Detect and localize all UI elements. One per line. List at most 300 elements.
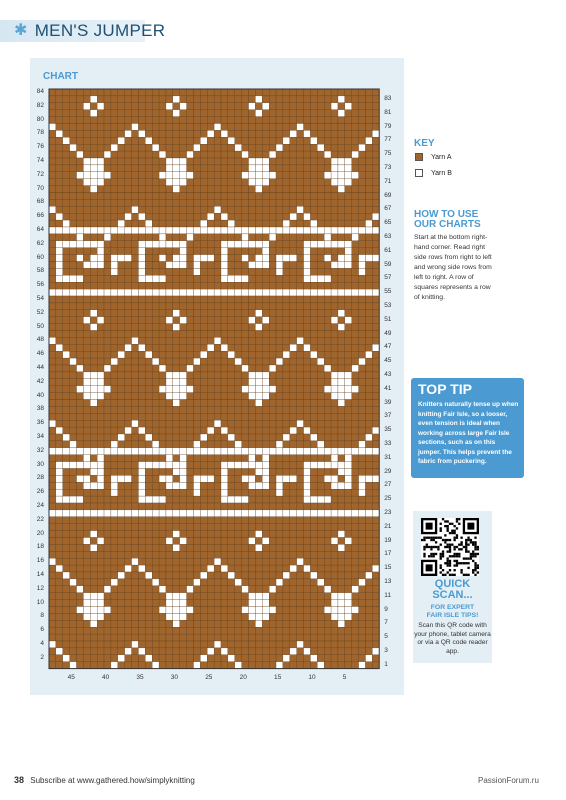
chart-cell <box>290 524 297 531</box>
chart-cell <box>104 151 111 158</box>
chart-cell <box>166 130 173 137</box>
chart-cell <box>276 130 283 137</box>
chart-cell <box>63 503 70 510</box>
chart-cell <box>125 517 132 524</box>
chart-cell <box>262 503 269 510</box>
chart-cell <box>173 89 180 96</box>
chart-cell <box>235 496 242 503</box>
chart-cell <box>187 531 194 538</box>
chart-cell <box>166 282 173 289</box>
chart-cell <box>166 365 173 372</box>
chart-cell <box>173 206 180 213</box>
chart-cell <box>221 455 228 462</box>
chart-cell <box>125 434 132 441</box>
chart-cell <box>331 337 338 344</box>
chart-cell <box>125 448 132 455</box>
chart-cell <box>173 400 180 407</box>
chart-cell <box>90 627 97 634</box>
chart-cell <box>269 613 276 620</box>
qr-module <box>426 544 428 546</box>
chart-cell <box>283 572 290 579</box>
chart-cell <box>49 275 56 282</box>
chart-cell <box>83 510 90 517</box>
chart-cell <box>214 538 221 545</box>
chart-cell <box>63 648 70 655</box>
chart-cell <box>138 331 145 338</box>
chart-cell <box>276 572 283 579</box>
chart-cell <box>56 241 63 248</box>
chart-cell <box>77 531 84 538</box>
chart-cell <box>283 489 290 496</box>
chart-cell <box>345 331 352 338</box>
chart-cell <box>104 117 111 124</box>
chart-cell <box>304 531 311 538</box>
chart-cell <box>242 620 249 627</box>
chart-cell <box>97 186 104 193</box>
chart-cell <box>262 351 269 358</box>
chart-cell <box>242 565 249 572</box>
chart-cell <box>255 199 262 206</box>
chart-cell <box>242 544 249 551</box>
chart-cell <box>111 434 118 441</box>
chart-cell <box>63 579 70 586</box>
chart-cell <box>235 572 242 579</box>
chart-cell <box>152 565 159 572</box>
chart-cell <box>235 248 242 255</box>
chart-cell <box>111 303 118 310</box>
chart-cell <box>255 586 262 593</box>
chart-cell <box>352 199 359 206</box>
chart-cell <box>372 268 379 275</box>
chart-cell <box>180 379 187 386</box>
chart-cell <box>338 475 345 482</box>
chart-cell <box>372 199 379 206</box>
chart-cell <box>276 351 283 358</box>
chart-cell <box>104 393 111 400</box>
chart-cell <box>310 655 317 662</box>
chart-cell <box>290 331 297 338</box>
chart-cell <box>235 434 242 441</box>
chart-cell <box>207 103 214 110</box>
chart-cell <box>297 89 304 96</box>
chart-cell <box>255 496 262 503</box>
chart-cell <box>290 413 297 420</box>
chart-cell <box>290 469 297 476</box>
chart-cell <box>359 662 366 669</box>
chart-cell <box>193 579 200 586</box>
chart-cell <box>352 227 359 234</box>
chart-cell <box>262 406 269 413</box>
chart-cell <box>193 406 200 413</box>
chart-cell <box>63 96 70 103</box>
chart-cell <box>269 137 276 144</box>
chart-cell <box>193 234 200 241</box>
chart-cell <box>297 386 304 393</box>
chart-cell <box>372 558 379 565</box>
chart-cell <box>249 393 256 400</box>
chart-cell <box>77 406 84 413</box>
chart-cell <box>63 455 70 462</box>
chart-cell <box>352 496 359 503</box>
chart-cell <box>97 206 104 213</box>
chart-cell <box>324 503 331 510</box>
row-number: 31 <box>384 453 392 461</box>
chart-cell <box>249 213 256 220</box>
chart-cell <box>221 110 228 117</box>
chart-cell <box>118 124 125 131</box>
chart-cell <box>187 620 194 627</box>
chart-cell <box>90 165 97 172</box>
chart-cell <box>97 586 104 593</box>
chart-cell <box>324 351 331 358</box>
chart-cell <box>70 262 77 269</box>
chart-cell <box>77 358 84 365</box>
chart-cell <box>228 579 235 586</box>
chart-cell <box>345 400 352 407</box>
chart-cell <box>297 579 304 586</box>
chart-cell <box>56 489 63 496</box>
chart-cell <box>166 420 173 427</box>
chart-cell <box>221 641 228 648</box>
chart-cell <box>104 607 111 614</box>
chart-cell <box>262 268 269 275</box>
chart-cell <box>338 324 345 331</box>
chart-cell <box>269 586 276 593</box>
qr-module <box>456 546 458 548</box>
chart-cell <box>345 386 352 393</box>
chart-cell <box>152 441 159 448</box>
chart-cell <box>200 496 207 503</box>
chart-cell <box>228 538 235 545</box>
chart-cell <box>104 531 111 538</box>
chart-cell <box>228 572 235 579</box>
chart-cell <box>297 186 304 193</box>
chart-cell <box>359 151 366 158</box>
chart-cell <box>310 144 317 151</box>
qr-module <box>442 553 444 555</box>
chart-cell <box>104 641 111 648</box>
chart-cell <box>77 655 84 662</box>
chart-cell <box>200 282 207 289</box>
chart-cell <box>173 503 180 510</box>
chart-cell <box>49 89 56 96</box>
chart-cell <box>255 475 262 482</box>
chart-cell <box>276 379 283 386</box>
chart-cell <box>372 172 379 179</box>
chart-cell <box>262 462 269 469</box>
qr-code-icon[interactable] <box>421 518 479 576</box>
chart-cell <box>317 579 324 586</box>
chart-cell <box>166 544 173 551</box>
row-number: 68 <box>36 198 44 206</box>
chart-cell <box>166 565 173 572</box>
chart-cell <box>49 413 56 420</box>
chart-cell <box>249 496 256 503</box>
chart-cell <box>304 172 311 179</box>
chart-cell <box>242 607 249 614</box>
chart-cell <box>166 648 173 655</box>
qr-module <box>423 553 425 555</box>
chart-cell <box>283 448 290 455</box>
chart-cell <box>228 551 235 558</box>
qr-module <box>440 564 442 566</box>
chart-cell <box>83 317 90 324</box>
chart-cell <box>249 124 256 131</box>
chart-cell <box>193 462 200 469</box>
chart-cell <box>200 475 207 482</box>
chart-cell <box>352 317 359 324</box>
chart-cell <box>125 489 132 496</box>
chart-cell <box>97 310 104 317</box>
chart-cell <box>104 510 111 517</box>
chart-cell <box>145 96 152 103</box>
qr-module <box>435 553 437 555</box>
chart-cell <box>200 206 207 213</box>
chart-cell <box>200 193 207 200</box>
chart-cell <box>97 434 104 441</box>
chart-cell <box>193 144 200 151</box>
chart-cell <box>242 241 249 248</box>
chart-cell <box>180 255 187 262</box>
chart-cell <box>104 448 111 455</box>
chart-cell <box>290 248 297 255</box>
qr-module <box>430 539 432 541</box>
chart-cell <box>242 586 249 593</box>
chart-cell <box>276 448 283 455</box>
chart-cell <box>242 248 249 255</box>
chart-cell <box>228 379 235 386</box>
chart-cell <box>331 275 338 282</box>
chart-cell <box>359 565 366 572</box>
chart-cell <box>228 89 235 96</box>
chart-cell <box>235 579 242 586</box>
chart-cell <box>56 282 63 289</box>
chart-cell <box>187 579 194 586</box>
chart-cell <box>49 655 56 662</box>
chart-cell <box>249 193 256 200</box>
chart-cell <box>304 193 311 200</box>
chart-cell <box>70 317 77 324</box>
chart-cell <box>249 600 256 607</box>
chart-cell <box>132 234 139 241</box>
chart-cell <box>138 372 145 379</box>
chart-cell <box>111 655 118 662</box>
chart-cell <box>249 386 256 393</box>
chart-cell <box>255 558 262 565</box>
chart-cell <box>345 448 352 455</box>
qr-module <box>442 569 444 571</box>
chart-cell <box>317 469 324 476</box>
qr-module <box>460 562 462 564</box>
chart-cell <box>63 213 70 220</box>
chart-cell <box>70 331 77 338</box>
chart-cell <box>145 130 152 137</box>
row-number: 56 <box>36 281 44 289</box>
chart-cell <box>200 151 207 158</box>
chart-cell <box>324 662 331 669</box>
chart-cell <box>262 193 269 200</box>
chart-cell <box>317 186 324 193</box>
chart-cell <box>365 613 372 620</box>
chart-cell <box>297 303 304 310</box>
chart-cell <box>228 531 235 538</box>
chart-cell <box>138 572 145 579</box>
chart-cell <box>166 455 173 462</box>
chart-cell <box>77 586 84 593</box>
chart-cell <box>331 579 338 586</box>
howto-text: Start at the bottom right-hand corner. Read right side rows from right to left and wrong side rows from left to right. A row of squares represents a row of knitting. <box>414 234 492 301</box>
chart-cell <box>283 393 290 400</box>
chart-cell <box>97 317 104 324</box>
chart-cell <box>56 124 63 131</box>
chart-cell <box>276 641 283 648</box>
chart-cell <box>242 130 249 137</box>
chart-cell <box>159 489 166 496</box>
chart-cell <box>228 365 235 372</box>
chart-cell <box>173 165 180 172</box>
chart-cell <box>77 393 84 400</box>
chart-cell <box>104 579 111 586</box>
chart-cell <box>228 648 235 655</box>
chart-cell <box>77 255 84 262</box>
chart-cell <box>132 469 139 476</box>
chart-cell <box>331 538 338 545</box>
chart-cell <box>83 220 90 227</box>
chart-cell <box>304 296 311 303</box>
chart-cell <box>262 648 269 655</box>
chart-cell <box>214 337 221 344</box>
row-number: 37 <box>384 412 392 420</box>
chart-cell <box>359 400 366 407</box>
chart-cell <box>324 393 331 400</box>
chart-cell <box>97 234 104 241</box>
chart-cell <box>125 137 132 144</box>
chart-cell <box>345 406 352 413</box>
chart-cell <box>249 593 256 600</box>
chart-cell <box>200 331 207 338</box>
chart-cell <box>317 234 324 241</box>
footer-text[interactable]: Subscribe at www.gathered.how/simplyknitting <box>30 776 195 785</box>
chart-cell <box>111 662 118 669</box>
chart-cell <box>235 124 242 131</box>
chart-cell <box>269 310 276 317</box>
chart-cell <box>290 124 297 131</box>
chart-cell <box>118 400 125 407</box>
qr-module <box>477 553 479 555</box>
chart-cell <box>310 151 317 158</box>
chart-cell <box>70 275 77 282</box>
chart-cell <box>83 255 90 262</box>
chart-cell <box>70 662 77 669</box>
chart-cell <box>152 420 159 427</box>
qr-module <box>449 562 451 564</box>
chart-cell <box>187 337 194 344</box>
chart-cell <box>207 199 214 206</box>
chart-cell <box>304 503 311 510</box>
chart-cell <box>297 110 304 117</box>
chart-cell <box>138 448 145 455</box>
chart-cell <box>90 662 97 669</box>
chart-cell <box>63 655 70 662</box>
qr-module <box>423 537 425 539</box>
chart-cell <box>255 206 262 213</box>
chart-cell <box>166 434 173 441</box>
chart-cell <box>214 400 221 407</box>
chart-cell <box>90 634 97 641</box>
chart-cell <box>331 137 338 144</box>
chart-cell <box>77 262 84 269</box>
chart-cell <box>221 255 228 262</box>
chart-cell <box>207 344 214 351</box>
chart-cell <box>56 558 63 565</box>
chart-cell <box>255 544 262 551</box>
qr-module <box>456 562 458 564</box>
chart-cell <box>345 372 352 379</box>
chart-cell <box>283 372 290 379</box>
chart-cell <box>159 351 166 358</box>
chart-cell <box>372 544 379 551</box>
chart-cell <box>228 400 235 407</box>
chart-cell <box>111 496 118 503</box>
chart-cell <box>235 220 242 227</box>
chart-cell <box>214 579 221 586</box>
chart-cell <box>63 130 70 137</box>
chart-cell <box>317 124 324 131</box>
chart-cell <box>352 89 359 96</box>
chart-cell <box>221 434 228 441</box>
chart-cell <box>310 558 317 565</box>
chart-cell <box>97 193 104 200</box>
chart-cell <box>152 482 159 489</box>
chart-cell <box>63 317 70 324</box>
chart-cell <box>242 317 249 324</box>
chart-cell <box>345 379 352 386</box>
chart-cell <box>262 620 269 627</box>
chart-cell <box>235 255 242 262</box>
chart-cell <box>173 193 180 200</box>
chart-cell <box>111 241 118 248</box>
chart-cell <box>173 303 180 310</box>
chart-cell <box>180 96 187 103</box>
chart-cell <box>249 586 256 593</box>
chart-cell <box>83 262 90 269</box>
chart-cell <box>132 172 139 179</box>
chart-cell <box>324 627 331 634</box>
chart-cell <box>111 379 118 386</box>
chart-cell <box>317 268 324 275</box>
chart-cell <box>352 351 359 358</box>
chart-cell <box>290 289 297 296</box>
chart-cell <box>207 524 214 531</box>
chart-cell <box>111 275 118 282</box>
chart-cell <box>269 130 276 137</box>
chart-cell <box>297 600 304 607</box>
chart-cell <box>290 393 297 400</box>
chart-cell <box>345 427 352 434</box>
chart-cell <box>242 310 249 317</box>
chart-cell <box>180 296 187 303</box>
chart-cell <box>359 517 366 524</box>
chart-cell <box>63 310 70 317</box>
chart-cell <box>255 572 262 579</box>
chart-cell <box>207 455 214 462</box>
chart-cell <box>111 510 118 517</box>
chart-cell <box>228 565 235 572</box>
chart-cell <box>372 379 379 386</box>
chart-cell <box>49 600 56 607</box>
chart-cell <box>166 551 173 558</box>
chart-cell <box>207 655 214 662</box>
